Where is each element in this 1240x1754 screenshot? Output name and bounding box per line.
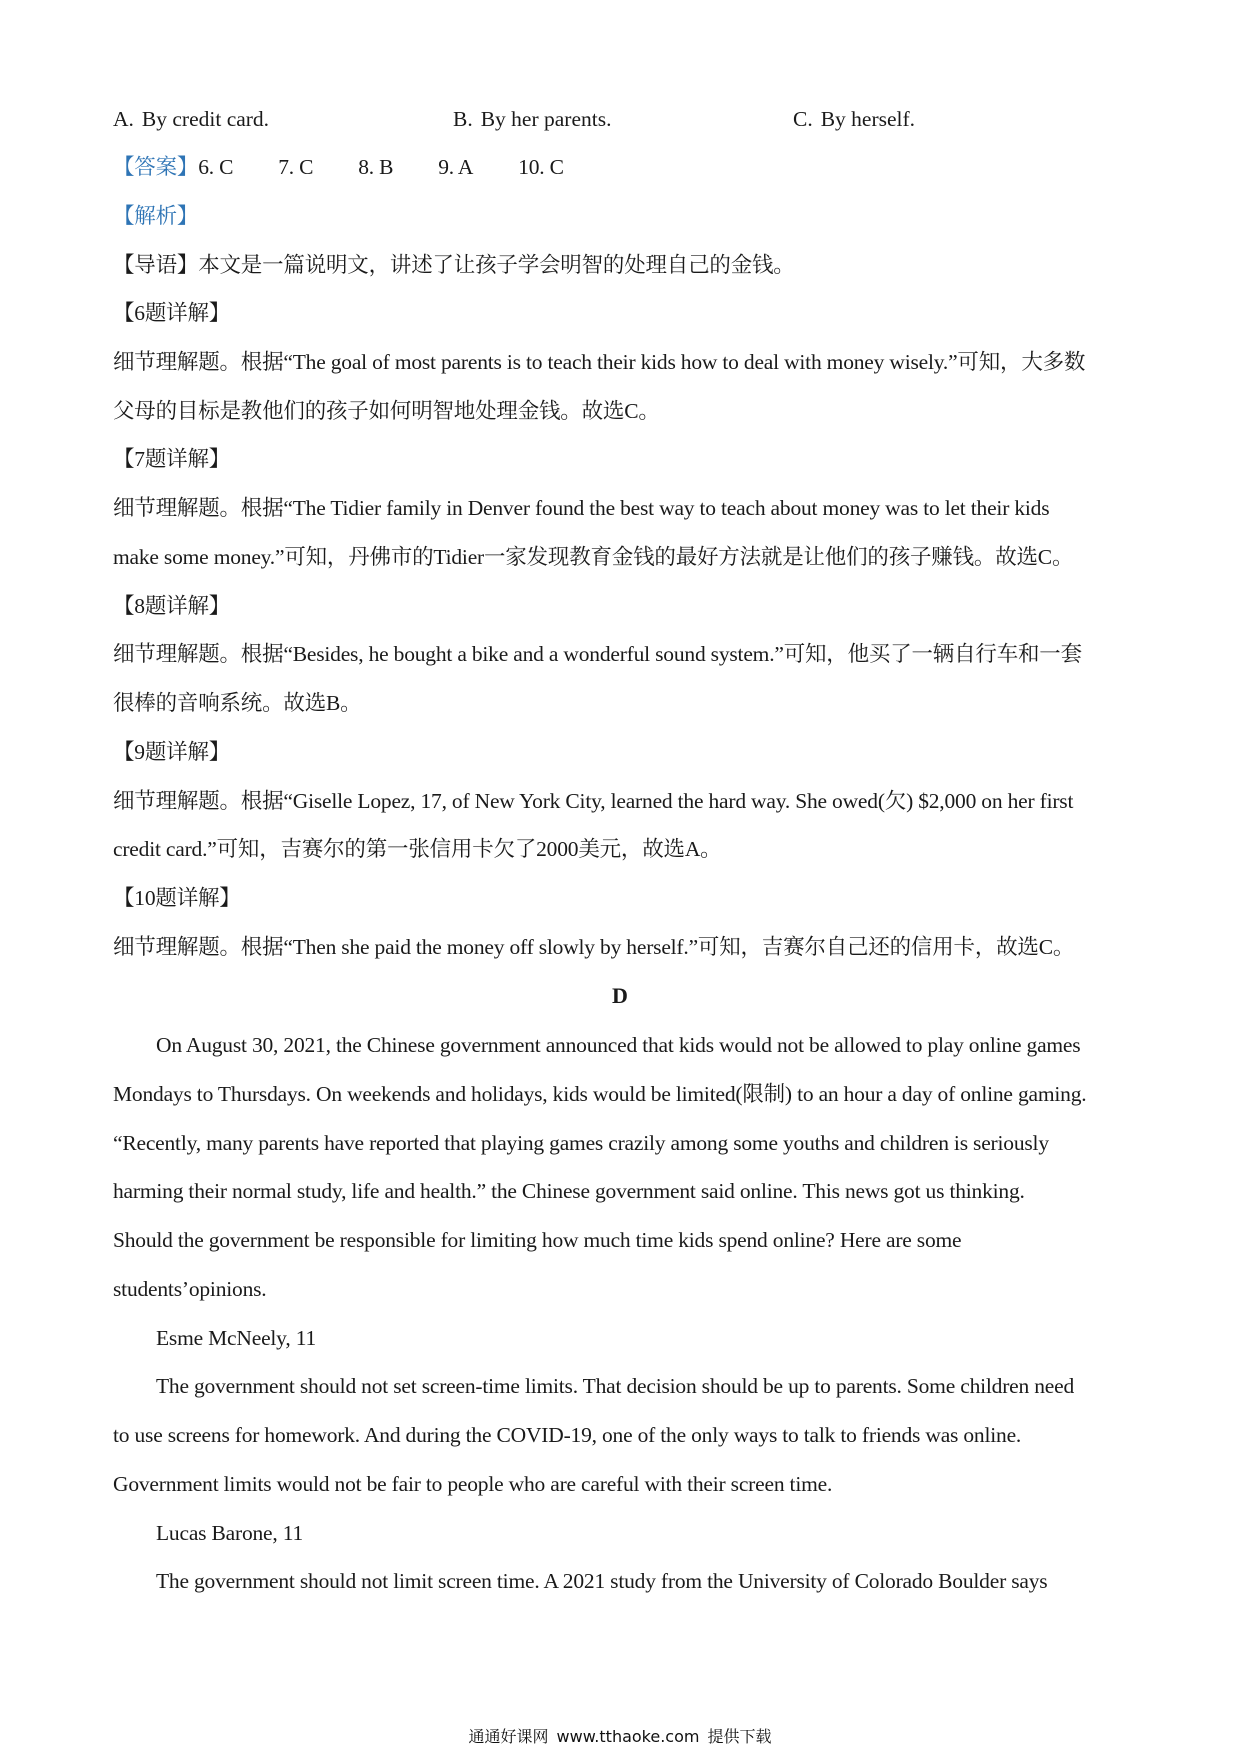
detail-line: credit card.”可知，吉赛尔的第一张信用卡欠了2000美元，故选A。: [113, 837, 722, 861]
option-letter: C.: [793, 107, 813, 131]
detail-line: 细节理解题。根据“The goal of most parents is to teach their kids how to deal with money wisely.”可知，大多数: [113, 350, 1086, 374]
detail-heading-6: 【6题详解】: [113, 301, 231, 325]
option-a: [113, 104, 269, 134]
detail-line: make some money.”可知，丹佛市的Tidier一家发现教育金钱的最好方法就是让他们的孩子赚钱。故选C。: [113, 545, 1074, 569]
answer-item: 8. B: [358, 155, 394, 179]
passage-line: Should the government be responsible for limiting how much time kids spend online? Here are some: [113, 1228, 962, 1252]
answer-item: 10. C: [518, 155, 564, 179]
page-footer: [0, 1726, 1240, 1748]
answer-item: 6. C: [198, 155, 234, 179]
option-text: By credit card.: [141, 107, 270, 131]
student-name: Esme McNeely, 11: [156, 1326, 316, 1350]
intro-text: 【导语】本文是一篇说明文，讲述了让孩子学会明智的处理自己的金钱。: [113, 253, 795, 277]
passage-line: Mondays to Thursdays. On weekends and holidays, kids would be limited(限制) to an hour a day of online gaming.: [113, 1082, 1087, 1106]
passage-line: On August 30, 2021, the Chinese government announced that kids would not be allowed to play online games: [156, 1033, 1081, 1057]
detail-line: 细节理解题。根据“The Tidier family in Denver found the best way to teach about money was to let their kids: [113, 496, 1050, 520]
option-b: [453, 104, 611, 134]
option-c: [793, 104, 915, 134]
passage-line: “Recently, many parents have reported that playing games crazily among some youths and children is seriously: [113, 1131, 1049, 1155]
detail-line: 父母的目标是教他们的孩子如何明智地处理金钱。故选C。: [113, 399, 660, 423]
option-letter: B.: [453, 107, 473, 131]
answer-line: [113, 152, 1133, 182]
answer-label: 【答案】: [113, 155, 199, 179]
detail-line: 细节理解题。根据“Besides, he bought a bike and a wonderful sound system.”可知，他买了一辆自行车和一套: [113, 642, 1082, 666]
footer-url[interactable]: www.tthaoke.com: [556, 1727, 700, 1746]
passage-line: The government should not limit screen time. A 2021 study from the University of Colorado Boulder says: [156, 1569, 1048, 1593]
analysis-label: 【解析】: [113, 204, 199, 228]
section-title: D: [612, 983, 628, 1008]
footer-note: 提供下载: [707, 1727, 772, 1746]
passage-line: to use screens for homework. And during the COVID-19, one of the only ways to talk to friends was online.: [113, 1423, 1022, 1447]
answer-item: 9. A: [438, 155, 474, 179]
option-letter: A.: [113, 107, 134, 131]
option-text: By herself.: [820, 107, 916, 131]
detail-line: 细节理解题。根据“Then she paid the money off slowly by herself.”可知，吉赛尔自己还的信用卡，故选C。: [113, 935, 1075, 959]
detail-heading-7: 【7题详解】: [113, 447, 231, 471]
student-name: Lucas Barone, 11: [156, 1521, 304, 1545]
detail-heading-8: 【8题详解】: [113, 594, 231, 618]
detail-line: 很棒的音响系统。故选B。: [113, 691, 362, 715]
detail-line: 细节理解题。根据“Giselle Lopez, 17, of New York City, learned the hard way. She owed(欠) $2,000 on her first: [113, 789, 1074, 813]
passage-line: The government should not set screen-time limits. That decision should be up to parents. Some children need: [156, 1374, 1075, 1398]
passage-line: students’opinions.: [113, 1277, 267, 1301]
answer-item: 7. C: [278, 155, 314, 179]
footer-site-name: 通通好课网: [468, 1727, 549, 1746]
detail-heading-10: 【10题详解】: [113, 886, 241, 910]
passage-line: harming their normal study, life and health.” the Chinese government said online. This news got us thinking.: [113, 1179, 1025, 1203]
option-text: By her parents.: [480, 107, 612, 131]
passage-line: Government limits would not be fair to people who are careful with their screen time.: [113, 1472, 833, 1496]
detail-heading-9: 【9题详解】: [113, 740, 231, 764]
